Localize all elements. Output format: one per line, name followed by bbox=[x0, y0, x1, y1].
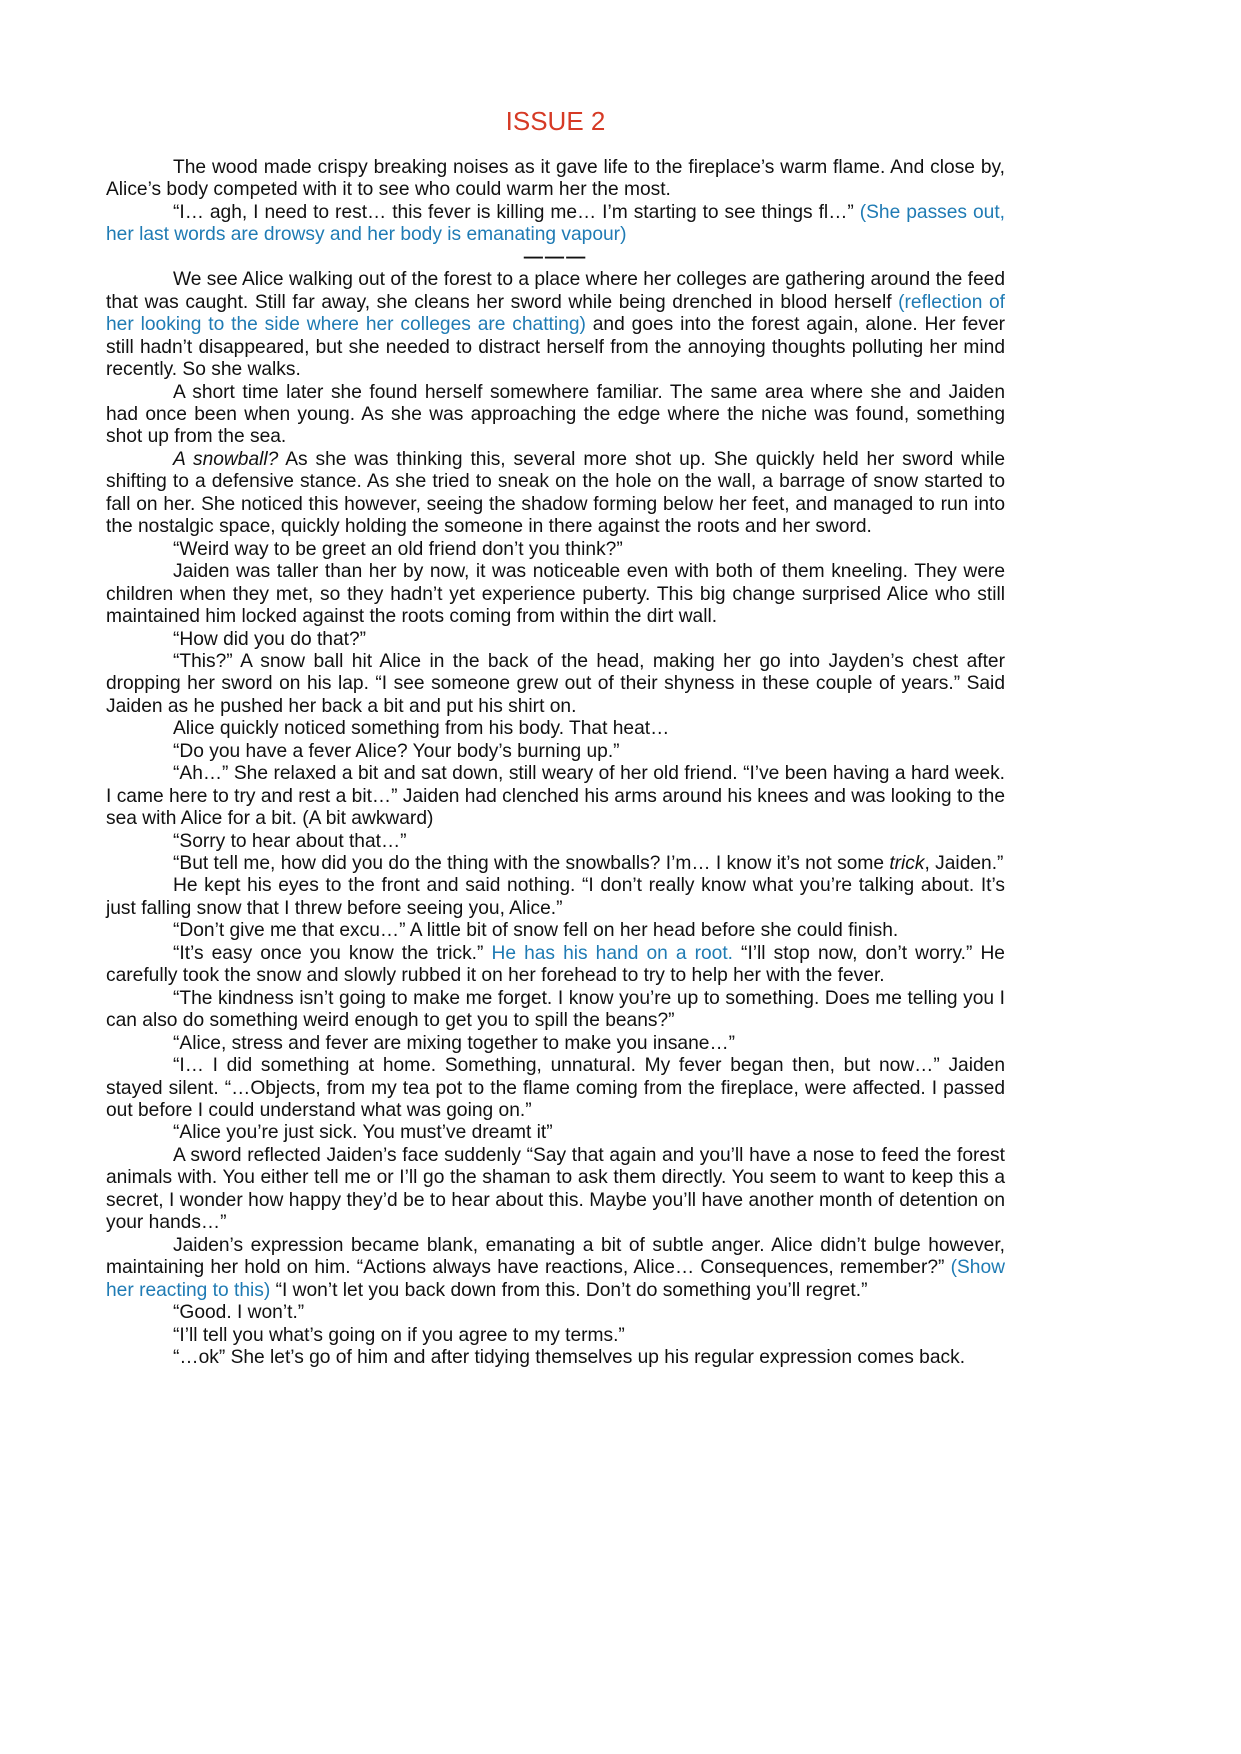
paragraph bbox=[106, 763, 1005, 830]
paragraph bbox=[106, 741, 1005, 763]
paragraph bbox=[106, 157, 1005, 202]
document-body bbox=[106, 157, 1005, 1369]
stage-note: (reflection of her looking to the side where her colleges are chatting) bbox=[106, 291, 1006, 336]
paragraph-text: “I’ll tell you what’s going on if you agree to my terms.” bbox=[173, 1324, 625, 1346]
paragraph bbox=[106, 1235, 1005, 1302]
paragraph bbox=[106, 920, 1005, 942]
page-title: ISSUE 2 bbox=[505, 106, 606, 136]
paragraph-text: “But tell me, how did you do the thing with the snowballs? I’m… I know it’s not some bbox=[173, 853, 890, 875]
paragraph-text: “Alice you’re just sick. You must’ve dreamt it” bbox=[173, 1122, 553, 1144]
paragraph bbox=[106, 875, 1005, 920]
paragraph-text: “Sorry to hear about that…” bbox=[173, 830, 407, 852]
paragraph-text: “Alice, stress and fever are mixing together to make you insane…” bbox=[173, 1032, 736, 1054]
paragraph bbox=[106, 202, 1005, 247]
paragraph-text: The wood made crispy breaking noises as it gave life to the fireplace’s warm flame. And close by, Alice’s body competed with it to see who could warm her the most. bbox=[106, 157, 1005, 201]
emphasis: A snowball? bbox=[173, 448, 279, 470]
paragraph bbox=[106, 1325, 1005, 1347]
paragraph-text: Jaiden’s expression became blank, emanating a bit of subtle anger. Alice didn’t bulge however, maintaining her hold on him. “Actions always have reactions, Alice… Consequences, remember?” bbox=[106, 1234, 1005, 1279]
paragraph bbox=[106, 1145, 1005, 1235]
paragraph bbox=[106, 1302, 1005, 1324]
paragraph-text: “Ah…” She relaxed a bit and sat down, still weary of her old friend. “I’ve been having a hard week. I came here to try and rest a bit…” Jaiden had clenched his arms around his knees and was looking to the sea with Alice for a bit. (A bit awkward) bbox=[106, 763, 1005, 830]
paragraph-text: “This?” A snow ball hit Alice in the back of the head, making her go into Jayden’s chest after dropping her sword on his lap. “I see someone grew out of their shyness in these couple of years.” Said Jaiden as he pushed her back a bit and put his shirt on. bbox=[106, 650, 1005, 717]
paragraph-text: “I… agh, I need to rest… this fever is killing me… I’m starting to see things fl…” bbox=[173, 201, 860, 223]
paragraph bbox=[106, 1055, 1005, 1122]
paragraph-text: We see Alice walking out of the forest to a place where her colleges are gathering around the feed that was caught. Still far away, she cleans her sword while being drenched in blood herself bbox=[106, 269, 1005, 313]
paragraph-text: He kept his eyes to the front and said nothing. “I don’t really know what you’re talking about. It’s just falling snow that I threw before seeing you, Alice.” bbox=[106, 875, 1005, 919]
paragraph bbox=[106, 651, 1005, 718]
paragraph bbox=[106, 718, 1005, 740]
paragraph bbox=[106, 629, 1005, 651]
emphasis: trick bbox=[889, 853, 925, 875]
paragraph-text: “The kindness isn’t going to make me forget. I know you’re up to something. Does me telling you I can also do something weird enough to get you to spill the beans?” bbox=[106, 987, 1005, 1032]
paragraph bbox=[106, 1033, 1005, 1055]
paragraph bbox=[106, 1347, 1005, 1369]
paragraph-text: As she was thinking this, several more shot up. She quickly held her sword while shifting to a defensive stance. As she tried to sneak on the hole on the wall, a barrage of snow started to fall on her. She noticed this however, seeing the shadow forming below her feet, and managed to run into the nostalgic space, quickly holding the someone in there against the roots and her sword. bbox=[106, 448, 1005, 538]
paragraph-text: Jaiden was taller than her by now, it was noticeable even with both of them kneeling. They were children when they met, so they hadn’t yet experience puberty. This big change surprised Alice who still maintained him locked against the roots coming from within the dirt wall. bbox=[106, 561, 1005, 628]
paragraph bbox=[106, 449, 1005, 539]
scene-divider: ——— bbox=[523, 246, 588, 268]
paragraph bbox=[106, 269, 1005, 381]
paragraph-text: A sword reflected Jaiden’s face suddenly “Say that again and you’ll have a nose to feed the forest animals with. You either tell me or I’ll go the shaman to ask them directly. You seem to want to keep this a secret, I wonder how happy they’d be to hear about this. Maybe you’ll have another month of detention on your hands…” bbox=[106, 1144, 1005, 1234]
stage-note: (Show her reacting to this) bbox=[106, 1257, 1005, 1301]
stage-note: (She passes out, her last words are drowsy and her body is emanating vapour) bbox=[106, 201, 1005, 246]
paragraph bbox=[106, 831, 1005, 853]
paragraph bbox=[106, 943, 1005, 988]
paragraph-text: “How did you do that?” bbox=[173, 628, 367, 650]
paragraph-text: “I’ll stop now, don’t worry.” He carefully took the snow and slowly rubbed it on her forehead to try to help her with the fever. bbox=[106, 942, 1005, 987]
paragraph-text: “Don’t give me that excu…” A little bit of snow fell on her head before she could finish. bbox=[173, 920, 899, 942]
paragraph-text: Alice quickly noticed something from his body. That heat… bbox=[173, 718, 670, 740]
paragraph bbox=[106, 988, 1005, 1033]
paragraph bbox=[106, 561, 1005, 628]
paragraph-text: , Jaiden.” bbox=[924, 853, 1004, 875]
paragraph-text: “I won’t let you back down from this. Don’t do something you’ll regret.” bbox=[270, 1279, 868, 1301]
paragraph-text: and goes into the forest again, alone. Her fever still hadn’t disappeared, but she needed to distract herself from the annoying thoughts polluting her mind recently. So she walks. bbox=[106, 314, 1005, 381]
paragraph bbox=[106, 1122, 1005, 1144]
paragraph bbox=[106, 853, 1005, 875]
paragraph-text: “Do you have a fever Alice? Your body’s burning up.” bbox=[173, 740, 620, 762]
paragraph-text: A short time later she found herself somewhere familiar. The same area where she and Jaiden had once been when young. As she was approaching the edge where the niche was found, something shot up from the sea. bbox=[106, 381, 1005, 448]
paragraph bbox=[106, 539, 1005, 561]
paragraph-text: “It’s easy once you know the trick.” bbox=[173, 942, 492, 964]
paragraph-text: “I… I did something at home. Something, unnatural. My fever began then, but now…” Jaiden stayed silent. “…Objects, from my tea pot to the flame coming from the fireplace, were affected. I passed out before I could understand what was going on.” bbox=[106, 1055, 1005, 1122]
paragraph-text: “Weird way to be greet an old friend don’t you think?” bbox=[173, 538, 623, 560]
paragraph-text: “Good. I won’t.” bbox=[173, 1302, 305, 1324]
paragraph bbox=[106, 382, 1005, 449]
stage-note: He has his hand on a root. bbox=[491, 942, 733, 964]
paragraph-text: “…ok” She let’s go of him and after tidying themselves up his regular expression comes back. bbox=[173, 1347, 966, 1368]
